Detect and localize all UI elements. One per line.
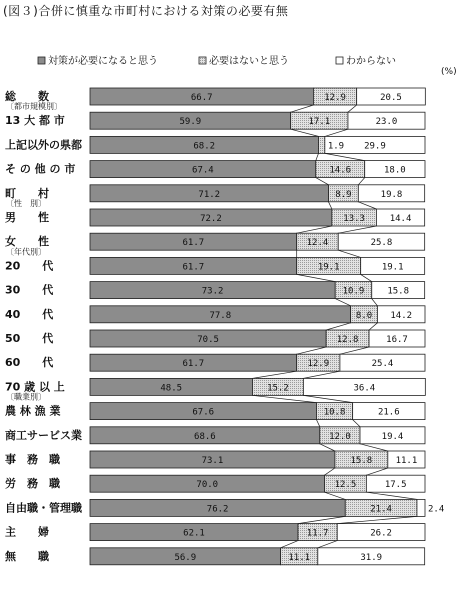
connector-line	[340, 347, 369, 354]
value-label: 16.7	[386, 335, 408, 345]
connector-line	[353, 420, 360, 427]
value-label: 12.8	[336, 335, 359, 345]
category-label: 女 性	[5, 235, 49, 249]
value-label: 68.6	[194, 431, 216, 442]
value-label: 14.4	[389, 214, 412, 224]
bar-segment-s2	[318, 136, 324, 153]
connector-line	[316, 153, 319, 160]
value-label: 19.1	[317, 262, 340, 273]
value-label: 66.7	[190, 93, 213, 103]
connector-line	[337, 516, 417, 523]
value-label: 10.9	[342, 286, 365, 297]
value-label: 25.8	[370, 238, 393, 249]
value-label: 70.0	[196, 480, 219, 491]
connector-line	[358, 178, 364, 185]
category-label: 労 務 職	[5, 477, 60, 491]
connector-line	[338, 250, 360, 257]
value-label: 12.0	[329, 431, 351, 442]
value-label: 68.2	[193, 141, 216, 152]
category-labels	[5, 89, 83, 563]
value-label: 36.4	[353, 383, 376, 394]
value-label: 67.4	[192, 165, 214, 176]
connector-line	[297, 226, 332, 233]
value-label: 19.4	[381, 431, 404, 442]
value-label: 29.9	[364, 141, 386, 152]
value-label: 11.1	[395, 456, 418, 466]
value-label: 12.4	[306, 238, 329, 249]
category-label: 40 代	[5, 307, 54, 321]
connector-line	[325, 468, 335, 475]
connector-line	[318, 541, 337, 548]
value-label: 15.2	[267, 383, 289, 394]
category-label: 70 歳 以 上	[5, 380, 65, 394]
value-label: 19.1	[381, 262, 404, 273]
connector-line	[297, 274, 336, 281]
value-label: 8.9	[335, 189, 352, 200]
legend	[38, 54, 396, 67]
value-label: 70.5	[197, 335, 219, 345]
category-label: 町 村	[5, 186, 49, 200]
value-label: 25.4	[371, 359, 394, 370]
value-label: 76.2	[206, 504, 229, 515]
value-label: 11.7	[306, 528, 329, 539]
connector-line	[281, 541, 298, 548]
category-label: 総 数	[5, 90, 49, 103]
connector-line	[348, 105, 357, 112]
category-label: 無 職	[5, 549, 49, 563]
value-label: 13.3	[343, 214, 365, 224]
value-label: 18.0	[384, 165, 406, 176]
group-label-3: 〔年代別〕	[6, 247, 46, 257]
connector-line	[325, 153, 365, 160]
value-label: 67.6	[192, 407, 215, 418]
connector-line	[297, 347, 326, 354]
value-label: 17.5	[384, 480, 407, 491]
connector-line	[329, 202, 332, 209]
connector-line	[325, 129, 348, 136]
value-label: 73.1	[201, 456, 224, 466]
legend-swatch-3	[336, 57, 343, 64]
value-label: 19.8	[380, 189, 403, 200]
connector-line	[303, 395, 352, 402]
category-label: 13 大 都 市	[5, 114, 65, 128]
value-label: 61.7	[182, 262, 205, 273]
category-label: 60 代	[5, 356, 54, 370]
legend-swatch-2	[199, 57, 206, 64]
value-label: 56.9	[174, 552, 197, 563]
category-label: 事 務 職	[5, 453, 60, 466]
legend-label-1: 対策が必要になると思う	[48, 56, 158, 67]
value-label: 11.1	[288, 552, 311, 563]
value-label: 20.5	[380, 93, 402, 103]
value-label: 12.9	[307, 359, 330, 370]
value-label: 59.9	[179, 117, 202, 128]
category-label: 20 代	[5, 259, 54, 273]
value-label: 14.6	[329, 165, 352, 176]
connector-line	[298, 516, 345, 523]
category-label: 30 代	[5, 283, 54, 297]
value-label: 73.2	[201, 286, 224, 297]
value-label: 15.8	[350, 456, 373, 466]
value-label: 14.2	[390, 310, 413, 321]
value-label: 1.9	[327, 141, 345, 152]
value-label: 12.5	[334, 480, 357, 491]
connector-line	[326, 323, 350, 330]
connector-line	[316, 178, 329, 185]
category-label: 商工サービス業	[5, 428, 82, 442]
connector-line	[360, 444, 388, 451]
legend-label-2: 必要はないと思う	[209, 56, 289, 67]
value-label: 15.8	[387, 286, 410, 297]
value-label: 21.4	[370, 504, 392, 515]
connector-line	[361, 274, 372, 281]
connector-line	[320, 444, 335, 451]
connector-line	[366, 492, 417, 499]
value-label: 8.0	[355, 310, 373, 321]
connector-line	[358, 202, 376, 209]
bar-segment-s3	[417, 499, 425, 516]
connector-line	[303, 371, 340, 378]
value-label: 2.4	[428, 504, 445, 515]
category-label: そ の 他 の 市	[5, 162, 76, 176]
value-label: 77.8	[209, 310, 232, 321]
connector-line	[338, 226, 376, 233]
group-label-2: 〔性 別〕	[6, 199, 46, 208]
connector-line	[291, 105, 314, 112]
value-label: 61.7	[182, 359, 205, 370]
category-label: 50 代	[5, 332, 54, 345]
category-label: 男 性	[5, 211, 49, 224]
category-label: 自由職・管理職	[5, 501, 82, 515]
legend-swatch-1	[38, 57, 45, 64]
value-label: 71.2	[198, 189, 221, 200]
legend-label-3: わからない	[346, 56, 396, 67]
connector-line	[372, 299, 378, 306]
connector-line	[335, 299, 350, 306]
group-label-1: 〔都市規模別〕	[6, 102, 62, 112]
unit-label: (%)	[441, 67, 457, 77]
connector-line	[252, 395, 316, 402]
value-label: 23.0	[375, 117, 398, 128]
value-label: 31.9	[360, 552, 383, 563]
connector-line	[316, 420, 319, 427]
connector-line	[325, 492, 346, 499]
value-label: 26.2	[370, 528, 392, 539]
value-label: 12.9	[324, 93, 346, 103]
value-label: 61.7	[182, 238, 205, 249]
category-label: 主 婦	[5, 525, 49, 539]
value-label: 17.1	[308, 117, 331, 128]
category-label: 農 林 漁 業	[5, 404, 61, 418]
chart-title: (図３)合併に慎重な市町村における対策の必要有無	[3, 4, 289, 18]
connector-line	[369, 323, 377, 330]
connector-line	[252, 371, 296, 378]
connector-line	[291, 129, 319, 136]
category-label: 上記以外の県都	[5, 138, 82, 152]
connector-line	[366, 468, 387, 475]
value-label: 62.1	[183, 528, 205, 539]
group-label-4: 〔職業別〕	[6, 392, 46, 402]
value-label: 21.6	[377, 407, 400, 418]
value-label: 10.8	[323, 407, 346, 418]
value-label: 48.5	[160, 383, 183, 394]
value-label: 72.2	[200, 214, 222, 224]
